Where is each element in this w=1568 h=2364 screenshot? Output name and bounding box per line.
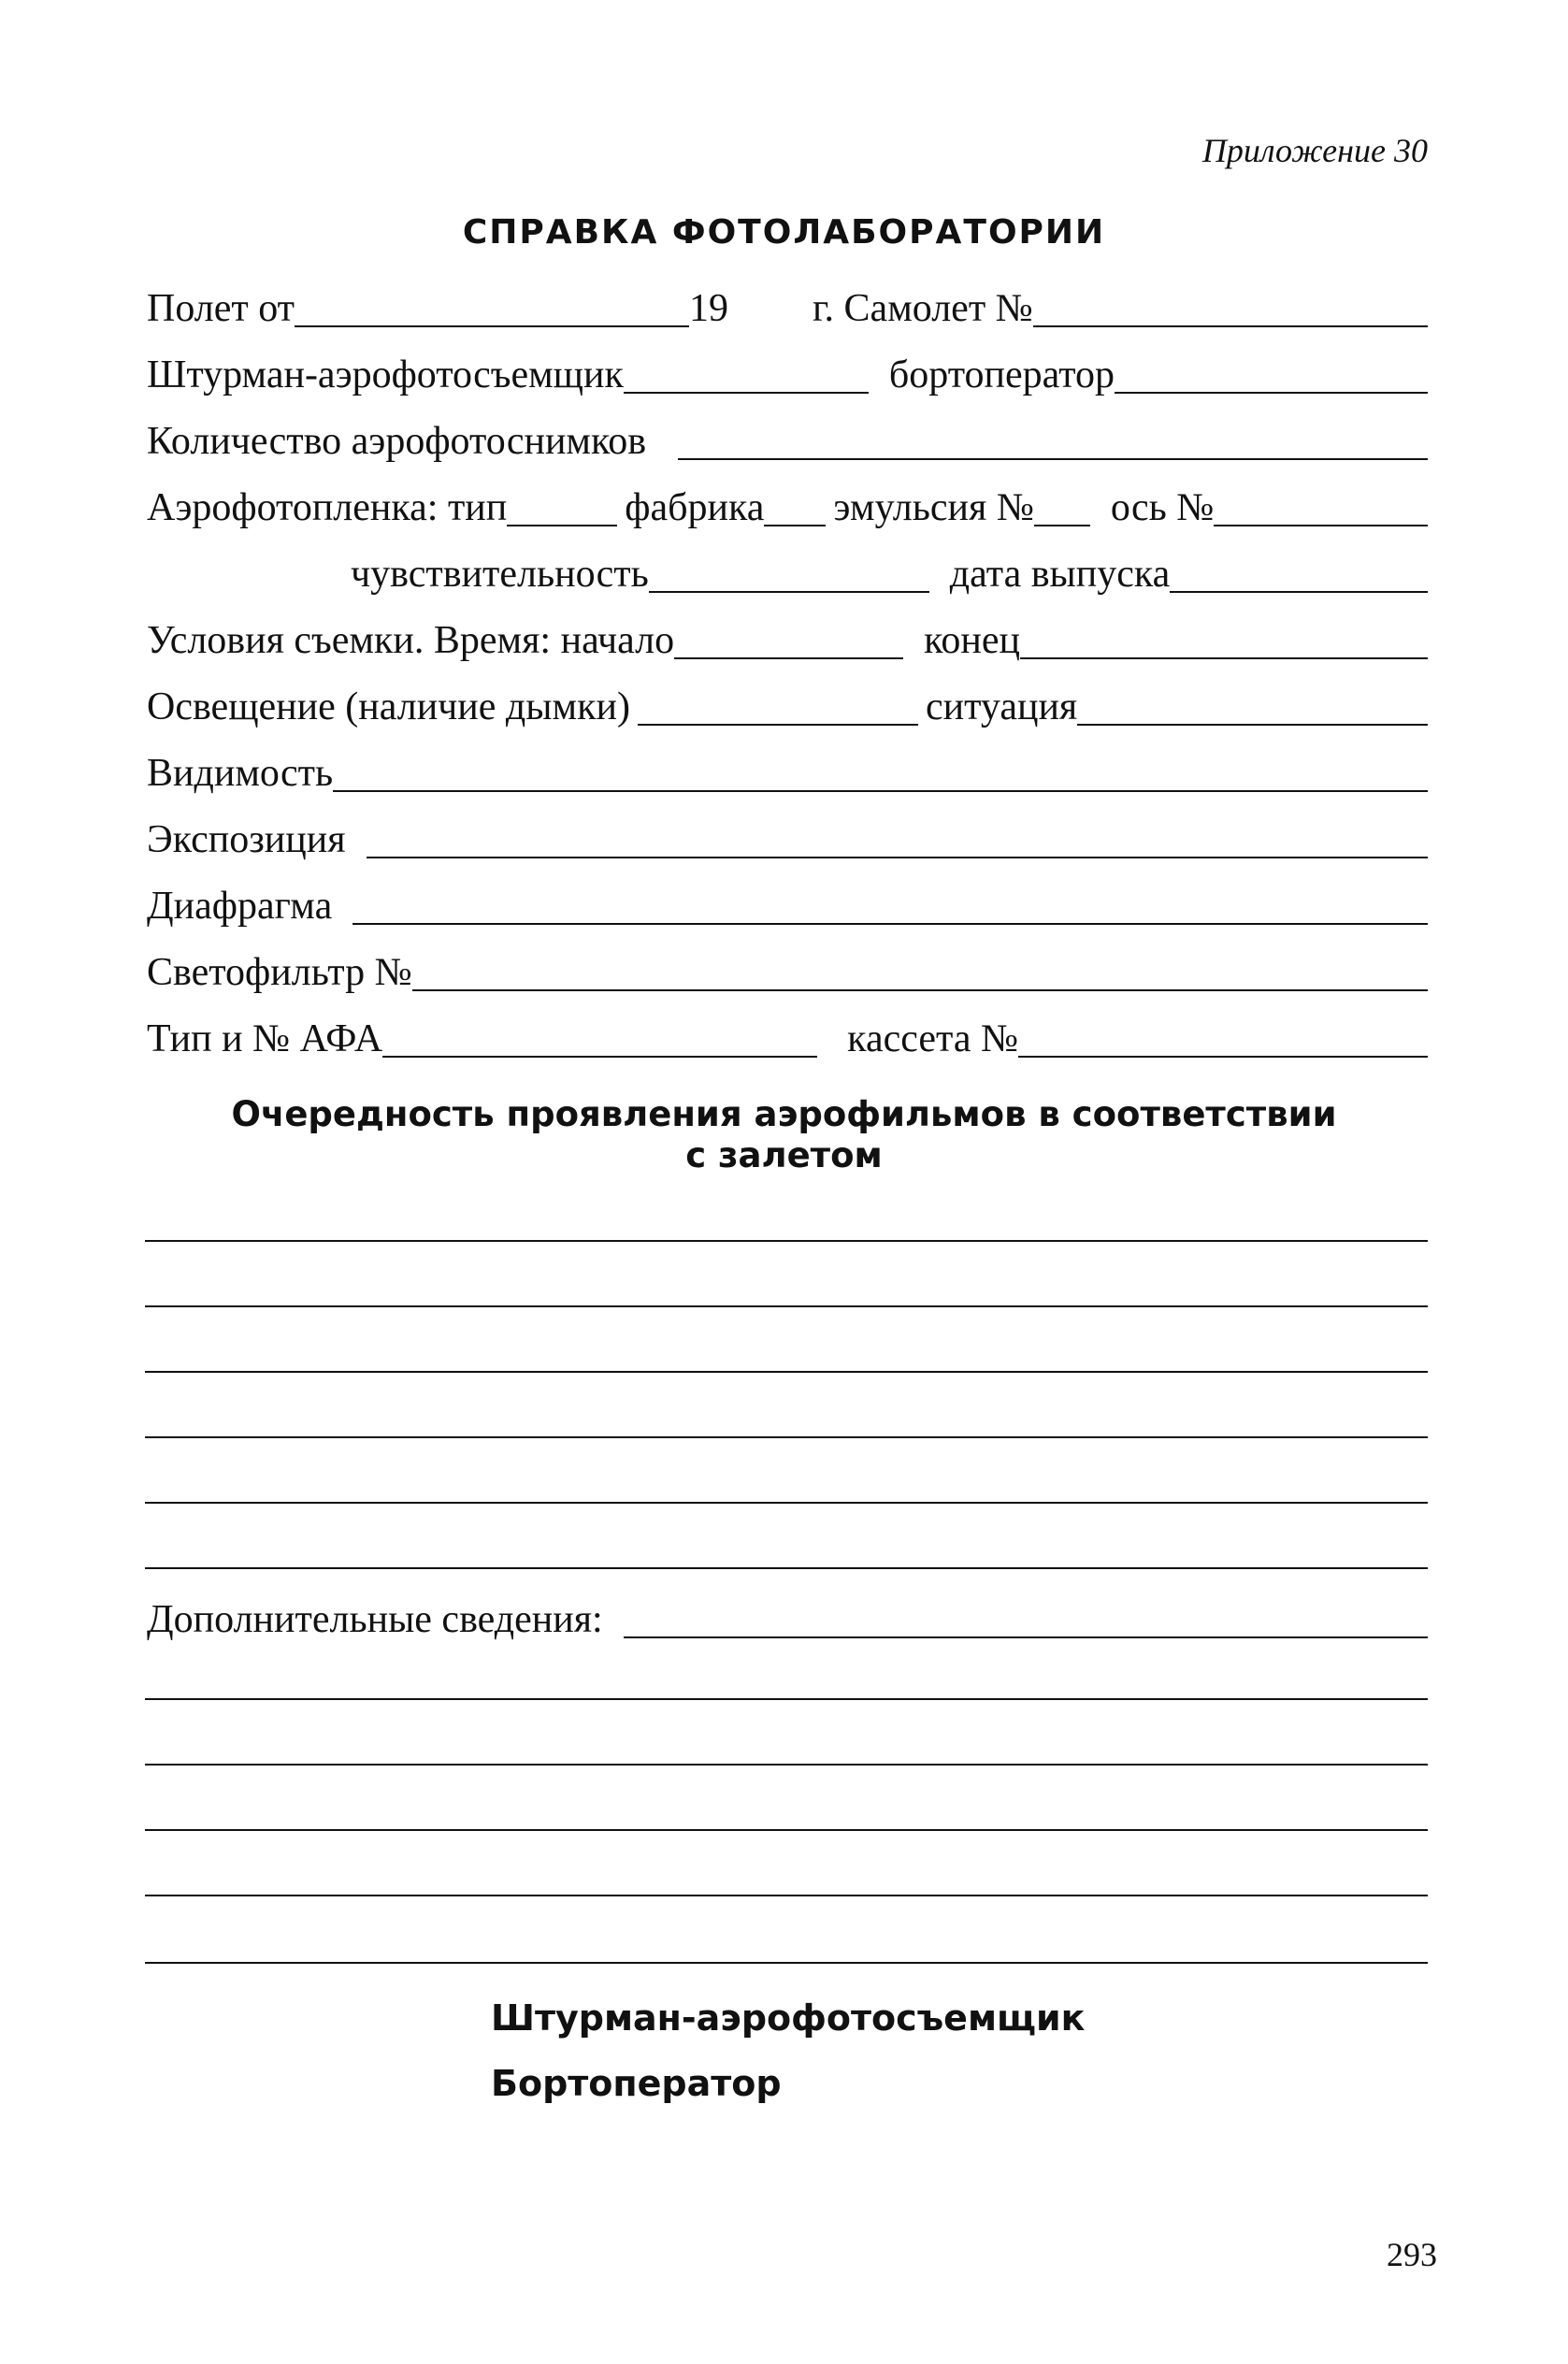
start-time-field[interactable] bbox=[674, 620, 903, 659]
cassette-field[interactable] bbox=[1018, 1018, 1428, 1058]
visibility-label: Видимость bbox=[147, 752, 334, 795]
filter-label: Светофильтр № bbox=[147, 951, 412, 994]
form-row-filter bbox=[147, 943, 1428, 995]
additional-field[interactable] bbox=[624, 1599, 1428, 1638]
additional-line[interactable] bbox=[145, 1698, 1428, 1700]
film-type-field[interactable] bbox=[507, 487, 617, 526]
sequence-line[interactable] bbox=[145, 1371, 1428, 1373]
sequence-heading bbox=[0, 1094, 1568, 1176]
form-row-navigator bbox=[147, 345, 1428, 397]
additional-line[interactable] bbox=[145, 1962, 1428, 1964]
form-row-sensitivity bbox=[351, 544, 1428, 597]
additional-line[interactable] bbox=[145, 1764, 1428, 1766]
exposure-field[interactable] bbox=[367, 819, 1428, 858]
emulsion-label: эмульсия № bbox=[833, 486, 1034, 529]
release-date-label: дата выпуска bbox=[949, 553, 1171, 596]
form-row-visibility bbox=[147, 743, 1428, 796]
form-row-camera bbox=[147, 1009, 1428, 1061]
plane-number-field[interactable] bbox=[1033, 288, 1428, 327]
camera-type-field[interactable] bbox=[382, 1018, 817, 1058]
appendix-label: Приложение 30 bbox=[1201, 132, 1428, 169]
board-operator-label: бортоператор bbox=[888, 353, 1115, 396]
form-row-flight bbox=[147, 279, 1428, 331]
end-label: конец bbox=[924, 619, 1021, 662]
additional-line[interactable] bbox=[145, 1895, 1428, 1896]
cassette-label: кассета № bbox=[847, 1017, 1019, 1060]
sequence-line[interactable] bbox=[145, 1436, 1428, 1438]
sequence-heading-line1: Очередность проявления аэрофильмов в соответствии bbox=[231, 1094, 1337, 1134]
additional-line[interactable] bbox=[145, 1829, 1428, 1831]
conditions-start-label: Условия съемки. Время: начало bbox=[147, 619, 675, 662]
form-row-conditions bbox=[147, 611, 1428, 663]
exposure-label: Экспозиция bbox=[147, 818, 346, 861]
flight-from-label: Полет от bbox=[147, 287, 295, 330]
sequence-line[interactable] bbox=[145, 1305, 1428, 1307]
situation-label: ситуация bbox=[925, 685, 1078, 728]
plane-number-label: г. Самолет № bbox=[813, 287, 1033, 330]
additional-label: Дополнительные сведения: bbox=[147, 1598, 603, 1641]
lighting-field[interactable] bbox=[638, 686, 918, 726]
page-title: СПРАВКА ФОТОЛАБОРАТОРИИ bbox=[462, 213, 1106, 252]
axis-field[interactable] bbox=[1214, 487, 1428, 526]
sequence-line[interactable] bbox=[145, 1502, 1428, 1504]
sequence-heading-line2: с залетом bbox=[685, 1135, 883, 1175]
sequence-line[interactable] bbox=[145, 1567, 1428, 1569]
form-row-photo-count bbox=[147, 411, 1428, 464]
aperture-field[interactable] bbox=[352, 886, 1428, 925]
aperture-label: Диафрагма bbox=[147, 885, 333, 928]
sequence-line[interactable] bbox=[145, 1240, 1428, 1242]
lighting-label: Освещение (наличие дымки) bbox=[147, 685, 630, 728]
photo-count-field[interactable] bbox=[678, 421, 1428, 460]
page-number: 293 bbox=[1387, 2236, 1437, 2273]
release-date-field[interactable] bbox=[1170, 554, 1428, 593]
situation-field[interactable] bbox=[1077, 686, 1428, 726]
emulsion-field[interactable] bbox=[1034, 487, 1090, 526]
signature-navigator: Штурман-аэрофотосъемщик bbox=[491, 1997, 1086, 2039]
flight-date-field[interactable] bbox=[295, 288, 689, 327]
board-operator-field[interactable] bbox=[1115, 354, 1428, 394]
form-row-film bbox=[147, 478, 1428, 530]
axis-label: ось № bbox=[1110, 486, 1215, 529]
navigator-field[interactable] bbox=[624, 354, 869, 394]
signature-operator: Бортоператор bbox=[491, 2063, 782, 2104]
visibility-field[interactable] bbox=[333, 753, 1428, 792]
filter-field[interactable] bbox=[412, 952, 1428, 991]
sensitivity-field[interactable] bbox=[649, 554, 929, 593]
year-label: 19 bbox=[689, 287, 729, 330]
end-time-field[interactable] bbox=[1020, 620, 1428, 659]
factory-field[interactable] bbox=[764, 487, 826, 526]
sensitivity-label: чувствительность bbox=[351, 553, 649, 596]
navigator-label: Штурман-аэрофотосъемщик bbox=[147, 353, 624, 396]
film-type-label: Аэрофотопленка: тип bbox=[147, 486, 508, 529]
photo-count-label: Количество аэрофотоснимков bbox=[147, 420, 647, 463]
form-row-exposure bbox=[147, 810, 1428, 862]
form-row-additional bbox=[147, 1590, 1428, 1642]
camera-type-label: Тип и № АФА bbox=[147, 1017, 383, 1060]
form-row-aperture bbox=[147, 876, 1428, 929]
form-row-lighting bbox=[147, 677, 1428, 729]
factory-label: фабрика bbox=[625, 486, 765, 529]
